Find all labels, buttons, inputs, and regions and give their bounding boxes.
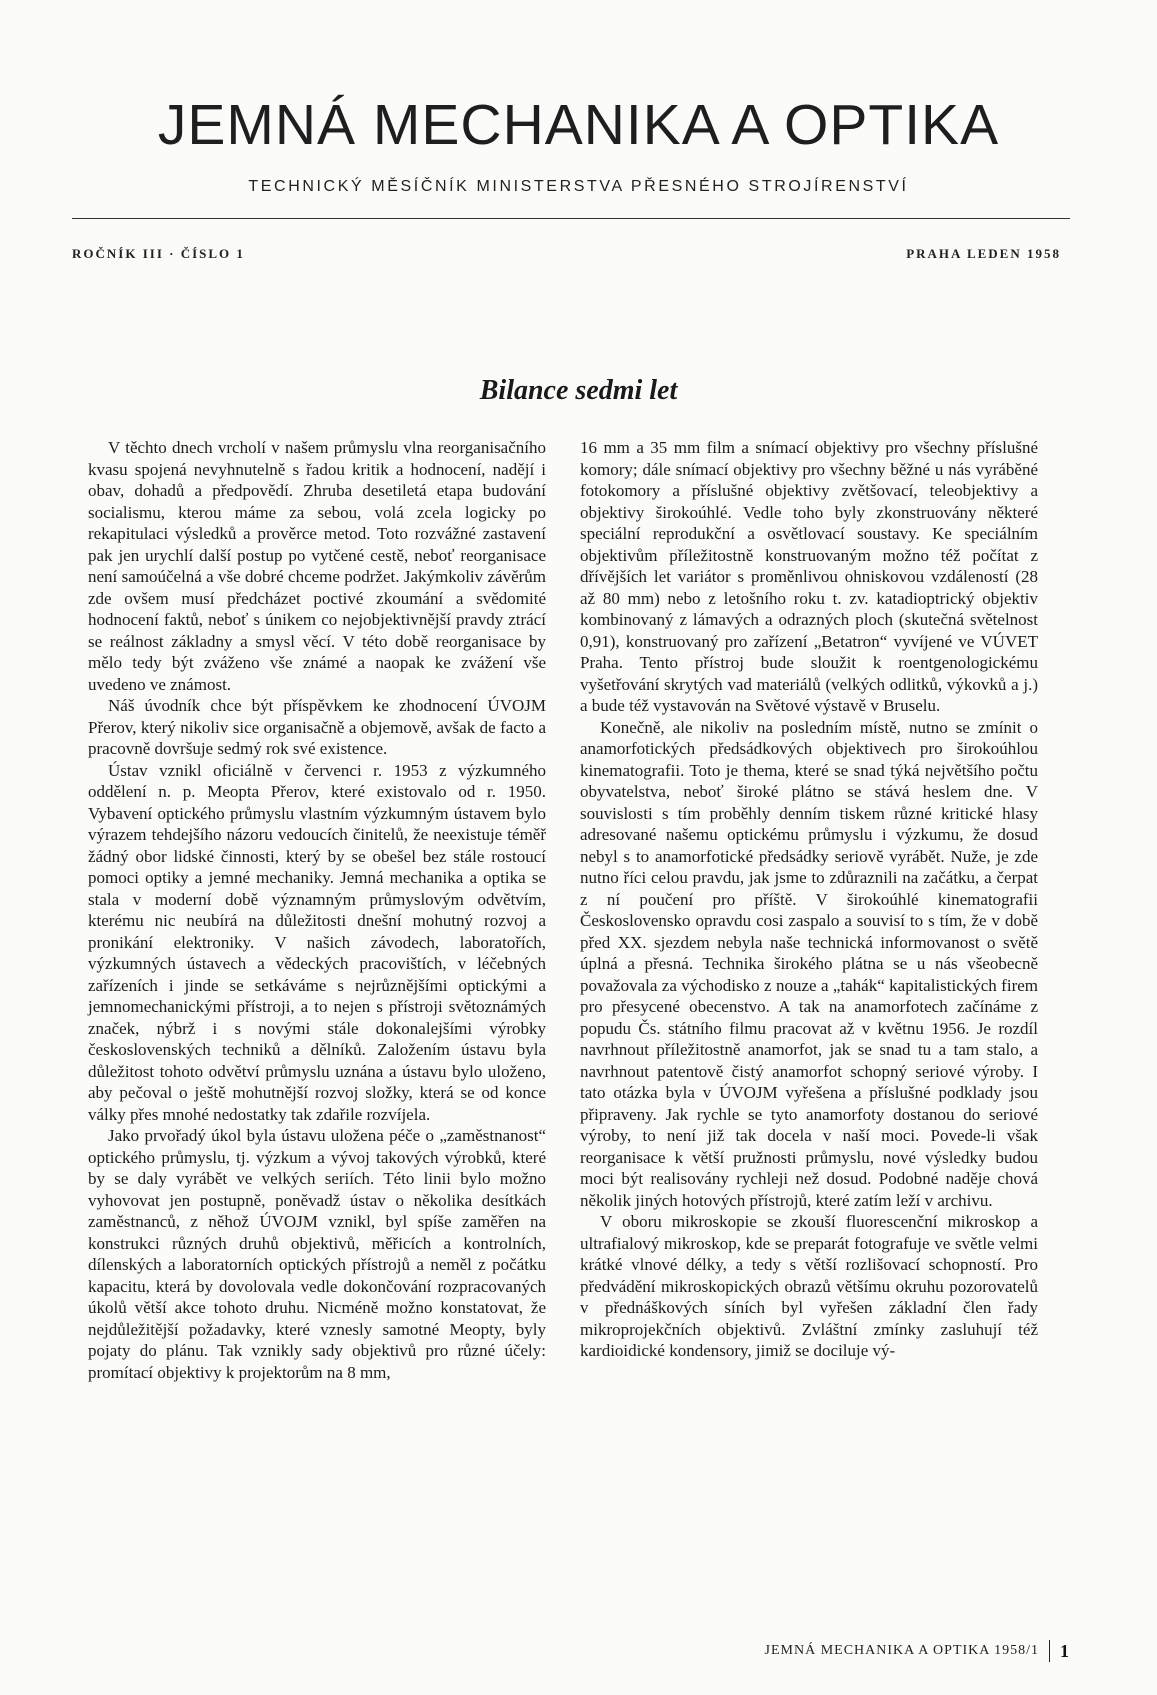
page-footer (765, 1640, 1069, 1662)
right-column (580, 437, 1038, 1362)
paragraph: V těchto dnech vrcholí v našem průmyslu vlna reorganisačního kvasu spojená nevyhnutelně s řadou kritik a hodnocení, nadějí i obav, dohadů a předpovědí. Zhruba desetiletá etapa budování socialismu, kterou máme za sebou, volá zcela logicky po rekapitulaci výsledků a prověrce metod. Toto rozvážné zastavení pak jen urychlí další postup po vytčené cestě, neboť reorganisace není samoúčelná a vše dobré chceme podržet. Jakýmkoliv závěrům zde ovšem musí předcházet poctivé zkoumání a svědomité hodnocení faktů, neboť s únikem co nejobjektivnější pravdy ztrácí se reálnost základny a smysl věcí. V této době reorganisace by mělo tedy být zváženo vše známé a naopak ke zvážení vše uvedeno ve známost. (88, 438, 546, 694)
article-title: Bilance sedmi let (479, 375, 678, 406)
paragraph: Jako prvořadý úkol byla ústavu uložena péče o „zaměstnanost“ optického průmyslu, tj. výzkum a vývoj takových výrobků, které by se daly vyrábět ve velkých seriích. Této linii bylo možno vyhovovat jen postupně, poněvadž ústav o několika desítkách zaměstnanců, z něhož ÚVOJM vznikl, byl spíše zaměřen na konstrukci různých druhů objektivů, měřicích a kontrolních, dílenských a laboratorních optických přístrojů a neměl z počátku kapacitu, která by dovolovala vedle dokončování rozpracovaných úkolů větší akce tohoto druhu. Nicméně možno konstatovat, že nejdůležitější požadavky, které vznesly samotné Meopty, byly pojaty do plánu. Tak vznikly sady objektivů pro různé účely: promítací objektivy k projektorům na 8 mm, (88, 1126, 546, 1382)
left-column (88, 437, 546, 1383)
paragraph: 16 mm a 35 mm film a snímací objektivy pro všechny příslušné komory; dále snímací objektivy pro všechny běžné u nás vyráběné fotokomory a příslušné objektivy zvětšovací, teleobjektivy a objektivy širokoúhlé. Vedle toho byly zkonstruovány některé speciální reprodukční a osvětlovací soustavy. Ke speciálním objektivům příležitostně konstruovaným možno též počítat z dřívějších let variátor s proměnlivou ohniskovou vzdáleností (28 až 80 mm) nebo z letošního roku t. zv. katadioptrický objektiv kombinovaný z lámavých a odrazných ploch (skutečná světelnost 0,91), konstruovaný pro zařízení „Betatron“ vyvíjené ve VÚVET Praha. Tento přístroj bude sloužit k roentgenologickému vyšetřování skrytých vad materiálů (velkých odlitků, výkovků a j.) a bude též vystavován na Světové výstavě v Bruselu. (580, 438, 1038, 715)
paragraph: Ústav vznikl oficiálně v červenci r. 1953 z výzkumného oddělení n. p. Meopta Přerov, které existovalo od r. 1950. Vybavení optického průmyslu vlastním výzkumným ústavem bylo výrazem tehdejšího názoru vedoucích činitelů, že neexistuje téměř žádný obor lidské činnosti, který by se obešel bez stále rostoucí pomoci optiky a jemné mechaniky. Jemná mechanika a optika se stala v moderní době významným průmyslovým odvětvím, kterému nic neubírá na důležitosti dnešní mohutný rozvoj a pronikání elektroniky. V našich závodech, laboratořích, výzkumných ústavech a vědeckých pracovištích, v léčebných zařízeních i jinde se setkáváme s nejrůznějšími optickými a jemnomechanickými přístroji, a to nejen s přístroji světoznámých značek, nýbrž i s novými stále dokonalejšími výrobky československých techniků a dělníků. Založením ústavu byla důležitost tohoto odvětví průmyslu uznána a ústavu bylo uloženo, aby pečoval o ještě mohutnější rozvoj složky, která se od konce války přes mnohé nedostatky tak zdařile rozvíjela. (88, 760, 546, 1124)
header-divider (72, 218, 1070, 219)
footer-separator (1049, 1640, 1050, 1662)
place-date: PRAHA LEDEN 1958 (906, 246, 1061, 261)
paragraph: Konečně, ale nikoliv na posledním místě, nutno se zmínit o anamorfotických předsádkových objektivech pro širokoúhlou kinematografii. Toto je thema, které se snad týká největšího počtu obyvatelstva, neboť široké plátno se stává heslem dne. V souvislosti s tím proběhly denním tiskem různé kritické hlasy adresované našemu optickému průmyslu i výzkumu, že dosud nebyl s to anamorfotické předsádky seriově vyrábět. Nuže, je zde nutno říci celou pravdu, jak jsme to zdůraznili na začátku, a čerpat z ní poučení pro příště. V širokoúhlé kinematografii Československo opravdu cosi zaspalo a souvisí to s tím, že v době před XX. sjezdem nebyla naše technická informovanost o světě úplná a přesná. Technika širokého plátna se u nás všeobecně považovala za východisko z nouze a „tahák“ kapitalistických firem pro přesycené obecenstvo. A tak na anamorfotech začínáme z popudu Čs. státního filmu pracovat až v květnu 1956. Je rozdíl navrhnout příležitostně anamorfot, jak se snad tu a tam stalo, a navrhnout patentově čistý anamorfot schopný seriové výroby. I tato otázka byla v ÚVOJM vyřešena a příslušné podklady jsou připraveny. Jak rychle se tyto anamorfoty dostanou do seriové výroby, to není již tak docela v naší moci. Povede-li však reorganisace k větší pružnosti průmyslu, nové výsledky budou moci být realisovány rychleji než dosud. Podobné naděje chová několik jiných hotových přístrojů, které zatím leží v archivu. (580, 717, 1038, 1210)
journal-title: JEMNÁ MECHANIKA A OPTIKA (157, 93, 1000, 157)
volume-issue: ROČNÍK III · ČÍSLO 1 (72, 246, 245, 261)
page-number: 1 (1060, 1640, 1069, 1661)
paragraph: V oboru mikroskopie se zkouší fluorescenční mikroskop a ultrafialový mikroskop, kde se preparát fotografuje ve světle velmi krátké vlnové délky, a tedy s větší rozlišovací schopností. Pro předvádění mikroskopických obrazů většímu okruhu pozorovatelů v přednáškových síních byl vyřešen základní člen řady mikroprojekčních objektivů. Zvláštní zmínky zasluhují též kardioidické kondensory, jimiž se dociluje vý- (580, 1212, 1038, 1360)
paragraph: Náš úvodník chce být příspěvkem ke zhodnocení ÚVOJM Přerov, který nikoliv sice organisačně a objemově, avšak de facto a pracovně dovršuje sedmý rok své existence. (88, 696, 546, 758)
journal-subtitle: TECHNICKÝ MĚSÍČNÍK MINISTERSTVA PŘESNÉHO STROJÍRENSTVÍ (248, 178, 909, 195)
footer-journal: JEMNÁ MECHANIKA A OPTIKA 1958/1 (764, 1643, 1039, 1658)
